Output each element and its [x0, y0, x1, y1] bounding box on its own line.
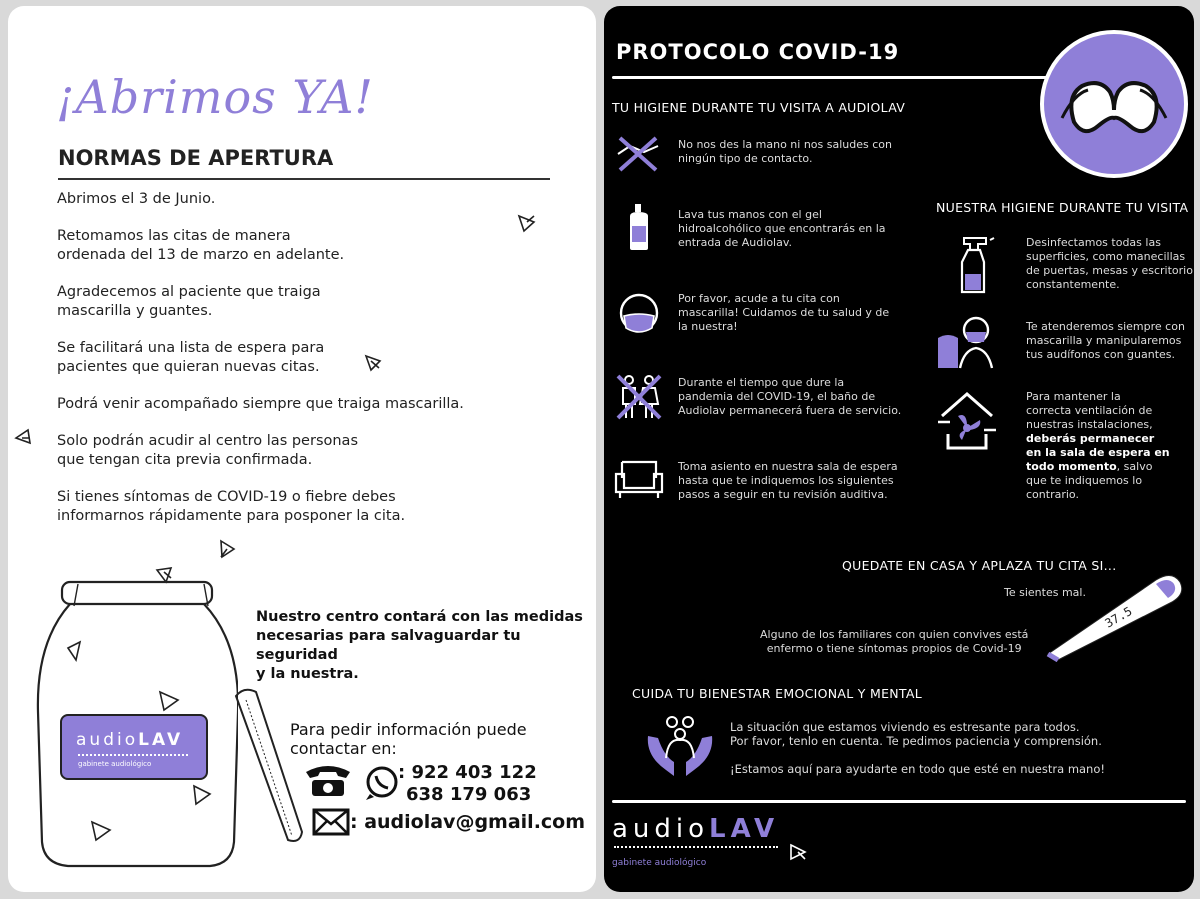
- visit-item: No nos des la mano ni nos saludes con ningún tipo de contacto.: [678, 138, 892, 165]
- phone-icon: [306, 766, 350, 796]
- section-visit-title: TU HIGIENE DURANTE TU VISITA A AUDIOLAV: [612, 100, 906, 115]
- butterfly-icon: [362, 352, 384, 374]
- brush-divider: [612, 800, 1186, 803]
- butterfly-icon: [216, 538, 238, 560]
- no-handshake-icon: [614, 134, 662, 174]
- care-text: La situación que estamos viviendo es estresante para todos. Por favor, tenlo en cuenta. Te pedimos paciencia y comprensión. ¡Estamos aquí para ayudarte en todo que esté en nuestra mano!: [730, 720, 1105, 776]
- rule-item: Podrá venir acompañado siempre que traiga mascarilla.: [57, 396, 464, 412]
- mask-badge: [1040, 30, 1188, 178]
- protocol-title: PROTOCOLO COVID-19: [616, 40, 900, 64]
- norms-title: NORMAS DE APERTURA: [58, 146, 334, 170]
- rule-item: Se facilitará una lista de espera para pacientes que quieran nuevas citas.: [57, 340, 325, 375]
- opening-rules-panel: [8, 6, 596, 892]
- contact-label: Para pedir información puede contactar en:: [290, 720, 527, 758]
- brand-dots: [78, 754, 188, 756]
- face-mask-icon: [1044, 34, 1184, 174]
- phone-number-1[interactable]: : 922 403 122: [398, 762, 537, 783]
- ours-item: Te atenderemos siempre con mascarilla y manipularemos tus audífonos con guantes.: [1026, 320, 1185, 361]
- footer-brand-logo: audioLAV: [612, 814, 780, 844]
- thermometer-reading: 37.5: [1102, 604, 1135, 631]
- whatsapp-icon: [366, 768, 396, 800]
- covid-protocol-panel: [604, 6, 1194, 892]
- visit-item: Lava tus manos con el gel hidroalcohólico que encontrarás en la entrada de Audiolav.: [678, 208, 886, 249]
- mask-face-icon: [618, 292, 660, 336]
- spray-icon: [956, 234, 996, 296]
- home-item: Te sientes mal.: [1004, 586, 1086, 599]
- caring-hands-icon: [644, 712, 716, 778]
- thermometer-icon: [1044, 568, 1190, 662]
- no-restroom-icon: [614, 372, 664, 422]
- ventilation-icon: [936, 390, 998, 452]
- rule-item: Solo podrán acudir al centro las personas que tengan cita previa confirmada.: [57, 433, 358, 468]
- coin-illustration: [234, 686, 304, 846]
- divider: [58, 178, 550, 180]
- visit-item: Por favor, acude a tu cita con mascarilla! Cuidamos de tu salud y de la nuestra!: [678, 292, 890, 333]
- headline: ¡Abrimos YA!: [56, 70, 374, 124]
- ours-item: Desinfectamos todas las superficies, como manecillas de puertas, mesas y escritorio constantemente.: [1026, 236, 1193, 291]
- armchair-icon: [612, 456, 666, 500]
- mail-icon: [314, 810, 348, 834]
- phone-number-2[interactable]: 638 179 063: [406, 784, 532, 805]
- butterfly-icon: [516, 212, 538, 234]
- section-care-title: CUIDA TU BIENESTAR EMOCIONAL Y MENTAL: [632, 686, 923, 701]
- rule-item: Retomamos las citas de manera ordenada del 13 de marzo en adelante.: [57, 228, 345, 263]
- section-home-title: QUEDATE EN CASA Y APLAZA TU CITA SI...: [842, 558, 1117, 573]
- rule-item: Abrimos el 3 de Junio.: [57, 191, 216, 207]
- visit-item: Toma asiento en nuestra sala de espera hasta que te indiquemos los siguientes pasos a seguir en tu revisión auditiva.: [678, 460, 898, 501]
- brush-divider: [612, 76, 1052, 79]
- email-address[interactable]: : audiolav@gmail.com: [350, 811, 586, 833]
- rule-item: Si tienes síntomas de COVID-19 o fiebre debes informarnos rápidamente para posponer la cita.: [57, 489, 406, 524]
- brand-subtitle: gabinete audiológico: [612, 858, 707, 868]
- sanitizer-icon: [626, 202, 652, 252]
- brand-dots: [614, 846, 778, 848]
- rule-item: Agradecemos al paciente que traiga mascarilla y guantes.: [57, 284, 321, 319]
- brand-subtitle: gabinete audiológico: [78, 760, 152, 768]
- section-ours-title: NUESTRA HIGIENE DURANTE TU VISITA: [936, 200, 1189, 215]
- ventilation-text: Para mantener la correcta ventilación de nuestras instalaciones, deberás permanecer en la sala de espera en todo momento, salvo que te indiquemos lo contrario.: [1026, 390, 1170, 501]
- home-item: Alguno de los familiares con quien convives está enfermo o tiene síntomas propios de Covid-19: [760, 628, 1029, 655]
- safety-note: Nuestro centro contará con las medidas necesarias para salvaguardar tu seguridad y la nuestra.: [256, 609, 583, 682]
- visit-item: Durante el tiempo que dure la pandemia del COVID-19, el baño de Audiolav permanecerá fuera de servicio.: [678, 376, 902, 417]
- butterfly-icon: [788, 842, 808, 862]
- jar-brand-label: [60, 714, 208, 780]
- masked-worker-icon: [934, 312, 998, 372]
- brand-logo: audioLAV: [76, 730, 184, 750]
- butterfly-icon: [12, 426, 34, 448]
- rules-list: [57, 190, 527, 544]
